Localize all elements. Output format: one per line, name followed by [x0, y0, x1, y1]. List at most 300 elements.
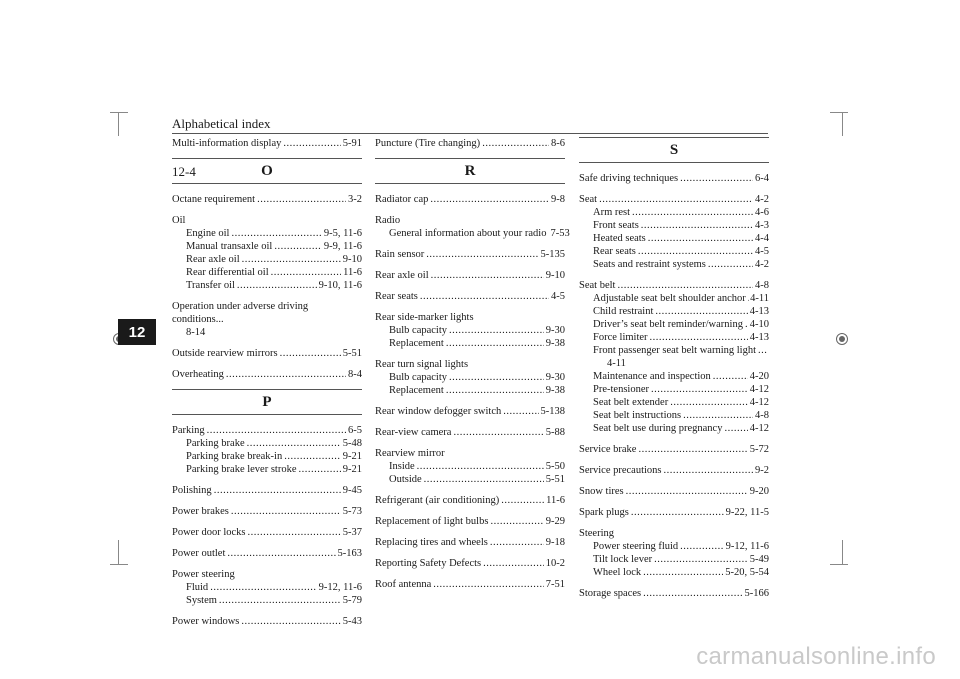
entry-label: Rear axle oil [375, 270, 429, 281]
entry-label: Child restraint [593, 306, 654, 317]
crop-mark [842, 112, 843, 136]
index-entry [375, 248, 565, 261]
entry-label: Power outlet [172, 548, 226, 559]
entry-page: 5-163 [337, 548, 362, 559]
entry-row [375, 269, 565, 282]
index-entry [172, 300, 362, 339]
sub-entry-row [579, 370, 769, 383]
index-entry [172, 615, 362, 628]
entry-label: Storage spaces [579, 588, 642, 599]
chapter-tab: 12 [118, 319, 156, 345]
entry-page: 10-2 [545, 558, 565, 569]
index-entry [579, 464, 769, 477]
entry-page: 9-45 [342, 485, 362, 496]
entry-row [375, 536, 565, 549]
entry-page: 9-5, 11-6 [323, 228, 362, 239]
entry-row [579, 587, 769, 600]
entry-label: Seat belt extender [593, 397, 669, 408]
page-number: 12-4 [172, 164, 196, 179]
index-entry [579, 172, 769, 185]
index-entry [375, 494, 565, 507]
leader-dots [490, 536, 544, 549]
entry-page: 9-21 [342, 464, 362, 475]
entry-row [375, 214, 565, 227]
index-entry [375, 557, 565, 570]
leader-dots [257, 193, 346, 206]
sub-entry-row [579, 292, 769, 305]
index-entry [172, 137, 362, 150]
entry-page: 9-12, 11-6 [318, 582, 362, 593]
entry-label: Polishing [172, 485, 212, 496]
entry-label: Power steering fluid [593, 541, 679, 552]
index-column-1 [172, 137, 362, 636]
leader-dots [219, 594, 341, 607]
sub-entry-row [579, 566, 769, 579]
entry-label: Service precautions [579, 465, 662, 476]
entry-page: 9-10 [545, 270, 565, 281]
leader-dots [745, 318, 748, 331]
leader-dots [680, 172, 753, 185]
entry-row [375, 193, 565, 206]
entry-label: Parking [172, 425, 205, 436]
leader-dots [433, 578, 543, 591]
entry-row [375, 426, 565, 439]
index-entry [172, 347, 362, 360]
entry-page: 5-49 [749, 554, 769, 565]
sub-entry-row [579, 422, 769, 435]
entry-row [375, 515, 565, 528]
section-letter: P [262, 394, 272, 410]
leader-dots [271, 266, 342, 279]
leader-dots [655, 305, 747, 318]
leader-dots [631, 506, 724, 519]
letter-section-heading [172, 389, 362, 415]
crop-mark [110, 112, 128, 113]
entry-page: 4-11 [607, 358, 626, 369]
entry-page: 5-48 [342, 438, 362, 449]
entry-page: 6-4 [755, 173, 769, 184]
entry-page: 9-8 [551, 194, 565, 205]
leader-dots [648, 232, 753, 245]
entry-row [375, 358, 565, 371]
sub-entry-row [172, 266, 362, 279]
section-letter: R [464, 163, 476, 179]
leader-dots [284, 450, 341, 463]
sub-entry-row [579, 219, 769, 232]
entry-row [579, 527, 769, 540]
leader-dots [227, 547, 335, 560]
entry-label: Seat belt instructions [593, 410, 682, 421]
sub-entry-row [579, 344, 769, 357]
index-entry [375, 137, 565, 150]
leader-dots [643, 566, 723, 579]
sub-entry-row [172, 594, 362, 607]
leader-dots [226, 368, 346, 381]
leader-dots [424, 473, 544, 486]
leader-dots [299, 463, 341, 476]
entry-page: 5-43 [342, 616, 362, 627]
sub-entry-row [375, 227, 570, 240]
crop-mark [830, 112, 848, 113]
entry-page: 4-8 [755, 280, 769, 291]
entry-page: 9-18 [545, 537, 565, 548]
leader-dots [638, 245, 753, 258]
leader-dots [247, 437, 341, 450]
entry-row [375, 578, 565, 591]
leader-dots [241, 615, 340, 628]
index-entry [172, 193, 362, 206]
entry-page: 9-10, 11-6 [318, 280, 362, 291]
leader-dots [654, 553, 748, 566]
sub-entry-row [172, 240, 362, 253]
leader-dots [724, 422, 747, 435]
index-entry [375, 269, 565, 282]
entry-page: 4-6 [755, 207, 769, 218]
entry-label: Snow tires [579, 486, 624, 497]
entry-label: Bulb capacity [389, 372, 448, 383]
leader-dots [449, 324, 544, 337]
leader-dots [758, 344, 767, 357]
sub-entry-row [375, 371, 565, 384]
leader-dots [431, 269, 544, 282]
index-entry [375, 290, 565, 303]
watermark: carmanualsonline.info [696, 643, 936, 670]
letter-section-heading [375, 158, 565, 184]
index-entry-group [579, 527, 769, 579]
entry-page: 9-22, 11-5 [725, 507, 769, 518]
entry-page: 11-6 [343, 267, 362, 278]
entry-page: 5-166 [744, 588, 769, 599]
entry-label: Rear side-marker lights [375, 312, 474, 323]
index-entry-group [375, 447, 565, 486]
index-entry-group [172, 568, 362, 607]
page-title: Alphabetical index [172, 116, 271, 131]
leader-dots [242, 253, 341, 266]
entry-label: Replacement of light bulbs [375, 516, 489, 527]
entry-label: Rear seats [593, 246, 636, 257]
entry-row [172, 347, 362, 360]
entry-page: 9-9, 11-6 [323, 241, 362, 252]
index-entry [579, 587, 769, 600]
entry-page: 5-37 [342, 527, 362, 538]
entry-label: Steering [579, 528, 614, 539]
sub-entry-row [172, 450, 362, 463]
sub-entry-row [579, 318, 769, 331]
entry-label: Seats and restraint systems [593, 259, 706, 270]
leader-dots [449, 371, 544, 384]
leader-dots [237, 279, 317, 292]
entry-row [579, 485, 769, 498]
sub-entry-row [375, 384, 565, 397]
entry-label: Oil [172, 215, 186, 226]
sub-entry-row [579, 396, 769, 409]
entry-row [579, 443, 769, 456]
entry-label: Service brake [579, 444, 637, 455]
crop-mark [830, 564, 848, 565]
entry-label: Inside [389, 461, 415, 472]
crop-mark [110, 564, 128, 565]
entry-page: 5-51 [342, 348, 362, 359]
sub-entry-row [375, 473, 565, 486]
entry-page: 4-2 [755, 194, 769, 205]
index-entry [172, 505, 362, 518]
sub-entry-row [172, 437, 362, 450]
entry-label: System [186, 595, 217, 606]
leader-dots [280, 347, 341, 360]
sub-entry-row [579, 206, 769, 219]
entry-label: Adjustable seat belt shoulder anchor [593, 293, 746, 304]
entry-label: Spark plugs [579, 507, 629, 518]
entry-row [375, 248, 565, 261]
entry-row [375, 311, 565, 324]
entry-label: Power windows [172, 616, 240, 627]
entry-row [579, 464, 769, 477]
entry-label: Rearview mirror [375, 448, 445, 459]
index-entry [375, 536, 565, 549]
entry-page: 5-138 [540, 406, 565, 417]
entry-label: Bulb capacity [389, 325, 448, 336]
index-entry-group [375, 358, 565, 397]
leader-dots [426, 248, 538, 261]
entry-row [375, 405, 565, 418]
entry-page: 4-20 [749, 371, 769, 382]
entry-page: 5-72 [749, 444, 769, 455]
header-rule [172, 133, 768, 134]
entry-label: Refrigerant (air conditioning) [375, 495, 500, 506]
entry-label: Outside [389, 474, 422, 485]
index-column-3 [579, 137, 769, 608]
index-entry [172, 526, 362, 539]
leader-dots [210, 581, 316, 594]
entry-label: Seat belt use during pregnancy [593, 423, 723, 434]
entry-label: Seat [579, 194, 598, 205]
entry-page: 9-10 [342, 254, 362, 265]
entry-page: 5-50 [545, 461, 565, 472]
entry-label: Reporting Safety Defects [375, 558, 482, 569]
sub-entry-row [579, 245, 769, 258]
sub-entry-row [579, 305, 769, 318]
index-entry [375, 426, 565, 439]
entry-label: Replacing tires and wheels [375, 537, 488, 548]
index-entry-group [172, 214, 362, 292]
entry-row [579, 193, 769, 206]
sub-entry-row [172, 279, 362, 292]
sub-entry-row [579, 409, 769, 422]
sub-entry-row [375, 460, 565, 473]
index-entry [172, 368, 362, 381]
index-entry [172, 547, 362, 560]
section-letter: O [261, 163, 273, 179]
section-rule [579, 162, 769, 163]
entry-row [172, 193, 362, 206]
entry-label: Replacement [389, 385, 444, 396]
leader-dots [680, 540, 723, 553]
sub-entry-row [172, 253, 362, 266]
letter-section-heading [579, 137, 769, 163]
entry-page: 4-5 [551, 291, 565, 302]
entry-label: Front passenger seat belt warning light [593, 345, 757, 356]
entry-page: 9-38 [545, 385, 565, 396]
section-rule [172, 183, 362, 184]
index-entry [375, 578, 565, 591]
entry-row [375, 494, 565, 507]
entry-label: Maintenance and inspection [593, 371, 711, 382]
index-column-2 [375, 137, 570, 599]
entry-row [375, 290, 565, 303]
entry-label: Octane requirement [172, 194, 256, 205]
entry-label: Power brakes [172, 506, 229, 517]
entry-page: 5-88 [545, 427, 565, 438]
entry-label: Rear seats [375, 291, 418, 302]
entry-label: Front seats [593, 220, 639, 231]
entry-page: 9-2 [755, 465, 769, 476]
index-entry-group [375, 214, 570, 240]
entry-page: 5-135 [540, 249, 565, 260]
leader-dots [417, 460, 544, 473]
entry-row [579, 506, 769, 519]
leader-dots [683, 409, 753, 422]
leader-dots [420, 290, 549, 303]
index-entry [375, 515, 565, 528]
leader-dots [503, 405, 538, 418]
crop-mark [118, 112, 119, 136]
leader-dots [670, 396, 748, 409]
index-entry-group [579, 193, 769, 271]
entry-label: Power steering [172, 569, 235, 580]
entry-page: 9-20 [749, 486, 769, 497]
entry-page: 4-12 [749, 423, 769, 434]
entry-page: 4-8 [755, 410, 769, 421]
leader-dots [643, 587, 742, 600]
entry-row [172, 615, 362, 628]
entry-label: Operation under adverse driving conditions... [172, 301, 309, 325]
entry-row [172, 137, 362, 150]
entry-page: 4-10 [749, 319, 769, 330]
entry-label: Rear window defogger switch [375, 406, 502, 417]
leader-dots [641, 219, 753, 232]
registration-mark-icon [836, 333, 848, 345]
entry-page: 5-91 [342, 138, 362, 149]
entry-row [172, 368, 362, 381]
leader-dots [490, 515, 543, 528]
index-entry [375, 193, 565, 206]
entry-page: 11-6 [546, 495, 565, 506]
entry-label: Transfer oil [186, 280, 235, 291]
sub-entry-row [579, 232, 769, 245]
index-entry [579, 443, 769, 456]
crop-mark [118, 540, 119, 564]
section-rule [375, 183, 565, 184]
entry-page: 8-4 [348, 369, 362, 380]
sub-entry-row [172, 227, 362, 240]
leader-dots [482, 137, 549, 150]
entry-label: Manual transaxle oil [186, 241, 273, 252]
entry-page: 7-53 [550, 228, 570, 239]
entry-label: Rear-view camera [375, 427, 452, 438]
leader-dots [708, 258, 753, 271]
entry-label: Radio [375, 215, 401, 226]
entry-page: 5-73 [342, 506, 362, 517]
sub-entry-row [579, 553, 769, 566]
entry-label: Parking brake [186, 438, 245, 449]
leader-dots [501, 494, 544, 507]
leader-dots [651, 383, 748, 396]
entry-page: 4-2 [755, 259, 769, 270]
entry-row [172, 526, 362, 539]
entry-page: 9-29 [545, 516, 565, 527]
entry-label: Puncture (Tire changing) [375, 138, 481, 149]
index-entry-group [375, 311, 565, 350]
entry-label: Replacement [389, 338, 444, 349]
entry-row [375, 447, 565, 460]
sub-entry-row [579, 383, 769, 396]
entry-page: 4-3 [755, 220, 769, 231]
leader-dots [617, 279, 753, 292]
entry-label: Force limiter [593, 332, 648, 343]
index-entry [579, 485, 769, 498]
entry-label: Rear turn signal lights [375, 359, 469, 370]
leader-dots [713, 370, 748, 383]
leader-dots [626, 485, 748, 498]
entry-label: Heated seats [593, 233, 646, 244]
leader-dots [231, 505, 341, 518]
leader-dots [599, 193, 753, 206]
leader-dots [483, 557, 544, 570]
entry-row [579, 279, 769, 292]
entry-page: 4-4 [755, 233, 769, 244]
entry-row [172, 505, 362, 518]
sub-entry-row [579, 258, 769, 271]
entry-label: Overheating [172, 369, 224, 380]
leader-dots [453, 426, 543, 439]
leader-dots [664, 464, 753, 477]
entry-label: Rain sensor [375, 249, 425, 260]
entry-row [172, 214, 362, 227]
entry-page: 4-13 [749, 306, 769, 317]
section-rule [172, 414, 362, 415]
sub-entry-row [579, 331, 769, 344]
entry-page: 9-12, 11-6 [725, 541, 769, 552]
entry-row [172, 484, 362, 497]
entry-label: Outside rearview mirrors [172, 348, 278, 359]
leader-dots [446, 384, 544, 397]
entry-label: Parking brake break-in [186, 451, 283, 462]
entry-row [172, 424, 362, 437]
entry-page: 5-20, 5-54 [725, 567, 769, 578]
leader-dots [650, 331, 748, 344]
entry-page: 5-51 [545, 474, 565, 485]
entry-page: 4-12 [749, 384, 769, 395]
entry-label: Rear axle oil [186, 254, 240, 265]
index-entry [375, 405, 565, 418]
entry-page: 7-51 [545, 579, 565, 590]
entry-label: Multi-information display [172, 138, 282, 149]
leader-dots [231, 227, 321, 240]
leader-dots [632, 206, 753, 219]
entry-page: 5-79 [342, 595, 362, 606]
leader-dots [214, 484, 341, 497]
index-entry-group [579, 279, 769, 435]
sub-entry-row [172, 581, 362, 594]
index-entry-group [172, 424, 362, 476]
entry-label: Safe driving techniques [579, 173, 679, 184]
entry-row [375, 137, 565, 150]
entry-page: 4-13 [749, 332, 769, 343]
sub-entry-row [375, 337, 565, 350]
entry-page: 8-14 [186, 327, 206, 338]
entry-page: 4-11 [750, 293, 769, 304]
entry-row [172, 568, 362, 581]
